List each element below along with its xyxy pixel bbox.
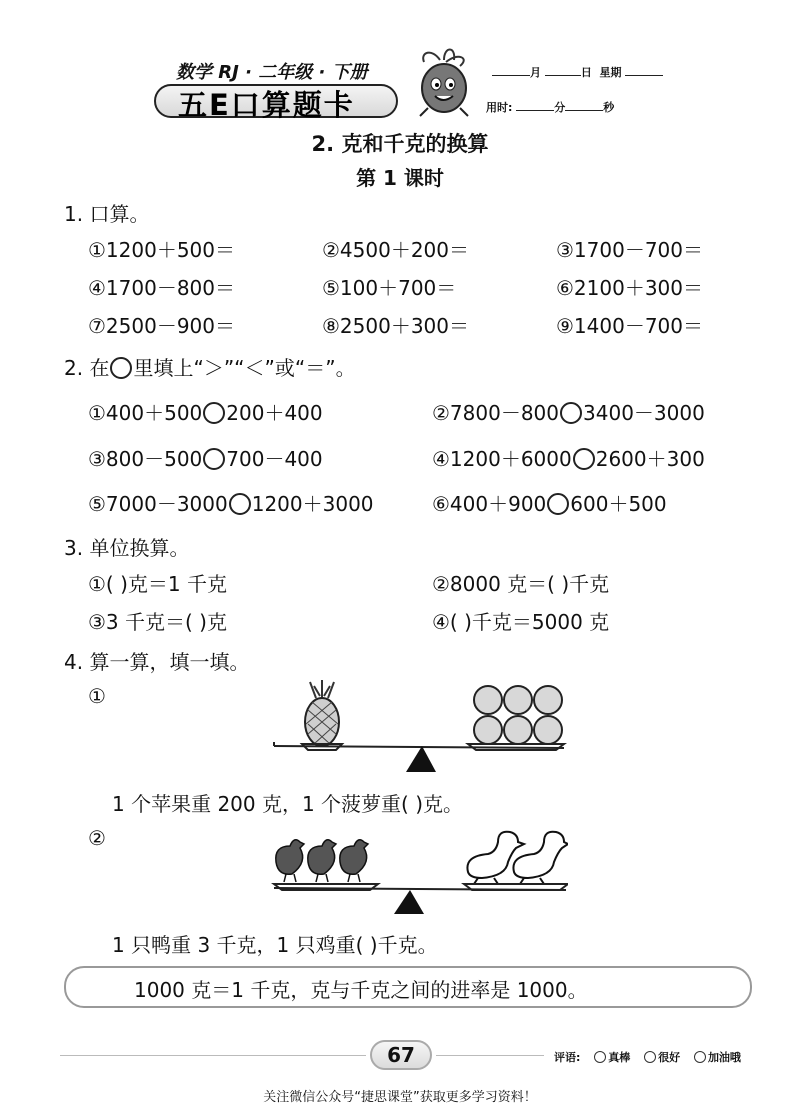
q2-label-start: 2. 在 bbox=[64, 356, 110, 380]
smile-face-icon[interactable] bbox=[594, 1051, 606, 1063]
compare-left: ⑤7000－3000 bbox=[88, 492, 228, 516]
q4-label: 4. 算一算，填一填。 bbox=[64, 650, 250, 674]
month-label: 月 bbox=[530, 66, 541, 79]
apples-icon bbox=[474, 686, 562, 744]
month-blank[interactable] bbox=[492, 64, 530, 76]
q1-item: ④1700－800＝ bbox=[88, 276, 236, 300]
compare-circle[interactable] bbox=[203, 402, 225, 424]
rating-great: 真棒 bbox=[608, 1051, 631, 1064]
minute-label: 分 bbox=[554, 101, 566, 114]
compare-left: ②7800－800 bbox=[432, 401, 560, 425]
q4-part2-text: 1 只鸭重 3 千克，1 只鸡重( )千克。 bbox=[112, 933, 438, 957]
q4-part1-number: ① bbox=[88, 684, 106, 708]
balance-scale-pineapple-apples bbox=[268, 680, 568, 776]
rating-good: 很好 bbox=[658, 1051, 681, 1064]
time-label: 用时: bbox=[486, 101, 513, 114]
q2-label bbox=[64, 352, 356, 381]
q2-item bbox=[432, 397, 705, 426]
rating-bar bbox=[554, 1049, 741, 1065]
page-number: 67 bbox=[370, 1040, 432, 1070]
day-blank[interactable] bbox=[545, 64, 581, 76]
compare-circle[interactable] bbox=[573, 448, 595, 470]
q4-part2-number: ② bbox=[88, 826, 106, 850]
mascot-icon bbox=[410, 46, 480, 120]
week-label: 星期 bbox=[599, 66, 622, 79]
cheer-face-icon[interactable] bbox=[694, 1051, 706, 1063]
balance-scale-hens-ducks bbox=[268, 822, 568, 918]
footer-divider-right bbox=[436, 1055, 544, 1056]
q2-item bbox=[432, 488, 667, 517]
series-label: 数学 RJ · 二年级 · 下册 bbox=[176, 62, 368, 83]
q2-label-end: 里填上“＞”“＜”或“＝”。 bbox=[133, 356, 356, 380]
q1-item: ⑧2500＋300＝ bbox=[322, 314, 470, 338]
rating-label: 评语: bbox=[554, 1051, 581, 1064]
compare-right: 200＋400 bbox=[226, 401, 323, 425]
happy-face-icon[interactable] bbox=[644, 1051, 656, 1063]
compare-right: 600＋500 bbox=[570, 492, 667, 516]
day-label: 日 bbox=[580, 66, 592, 79]
q3-label: 3. 单位换算。 bbox=[64, 536, 190, 560]
compare-right: 1200＋3000 bbox=[251, 492, 374, 516]
lesson-title: 2. 克和千克的换算 bbox=[311, 132, 489, 156]
summary-text: 1000 克＝1 千克，克与千克之间的进率是 1000。 bbox=[134, 978, 588, 1002]
footer-divider-left bbox=[60, 1055, 366, 1056]
compare-left: ④1200＋6000 bbox=[432, 447, 572, 471]
q3-item: ④( )千克＝5000 克 bbox=[432, 610, 610, 634]
compare-left: ③800－500 bbox=[88, 447, 203, 471]
compare-circle[interactable] bbox=[203, 448, 225, 470]
rating-keep-going: 加油哦 bbox=[707, 1051, 741, 1064]
q1-label: 1. 口算。 bbox=[64, 202, 150, 226]
footnote: 关注微信公众号“捷思课堂”获取更多学习资料！ bbox=[263, 1090, 537, 1105]
compare-left: ⑥400＋900 bbox=[432, 492, 547, 516]
q1-item: ⑤100＋700＝ bbox=[322, 276, 457, 300]
q1-item: ②4500＋200＝ bbox=[322, 238, 470, 262]
q3-item: ③3 千克＝( )克 bbox=[88, 610, 227, 634]
q1-item: ⑥2100＋300＝ bbox=[556, 276, 704, 300]
q3-item: ②8000 克＝( )千克 bbox=[432, 572, 610, 596]
minute-blank[interactable] bbox=[516, 99, 554, 111]
second-blank[interactable] bbox=[565, 99, 603, 111]
compare-circle[interactable] bbox=[547, 493, 569, 515]
time-line bbox=[486, 99, 614, 115]
pineapple-icon bbox=[305, 680, 339, 746]
circle-icon bbox=[110, 357, 132, 379]
q4-part1-text: 1 个苹果重 200 克，1 个菠萝重( )克。 bbox=[112, 792, 464, 816]
q2-item bbox=[88, 443, 323, 472]
date-line bbox=[492, 64, 663, 80]
q2-item bbox=[432, 443, 705, 472]
brand-title: 五E口算题卡 bbox=[178, 88, 355, 122]
compare-left: ①400＋500 bbox=[88, 401, 203, 425]
q1-item: ③1700－700＝ bbox=[556, 238, 704, 262]
ducks-icon bbox=[467, 832, 568, 884]
q2-item bbox=[88, 397, 323, 426]
compare-right: 2600＋300 bbox=[595, 447, 705, 471]
compare-circle[interactable] bbox=[229, 493, 251, 515]
q1-item: ⑨1400－700＝ bbox=[556, 314, 704, 338]
q1-item: ①1200＋500＝ bbox=[88, 238, 236, 262]
hens-icon bbox=[276, 840, 368, 882]
q3-item: ①( )克＝1 千克 bbox=[88, 572, 227, 596]
q1-item: ⑦2500－900＝ bbox=[88, 314, 236, 338]
compare-right: 3400－3000 bbox=[583, 401, 705, 425]
compare-circle[interactable] bbox=[560, 402, 582, 424]
compare-right: 700－400 bbox=[226, 447, 323, 471]
lesson-subtitle: 第 1 课时 bbox=[356, 166, 444, 190]
second-label: 秒 bbox=[603, 101, 615, 114]
q2-item bbox=[88, 488, 374, 517]
week-blank[interactable] bbox=[625, 64, 663, 76]
